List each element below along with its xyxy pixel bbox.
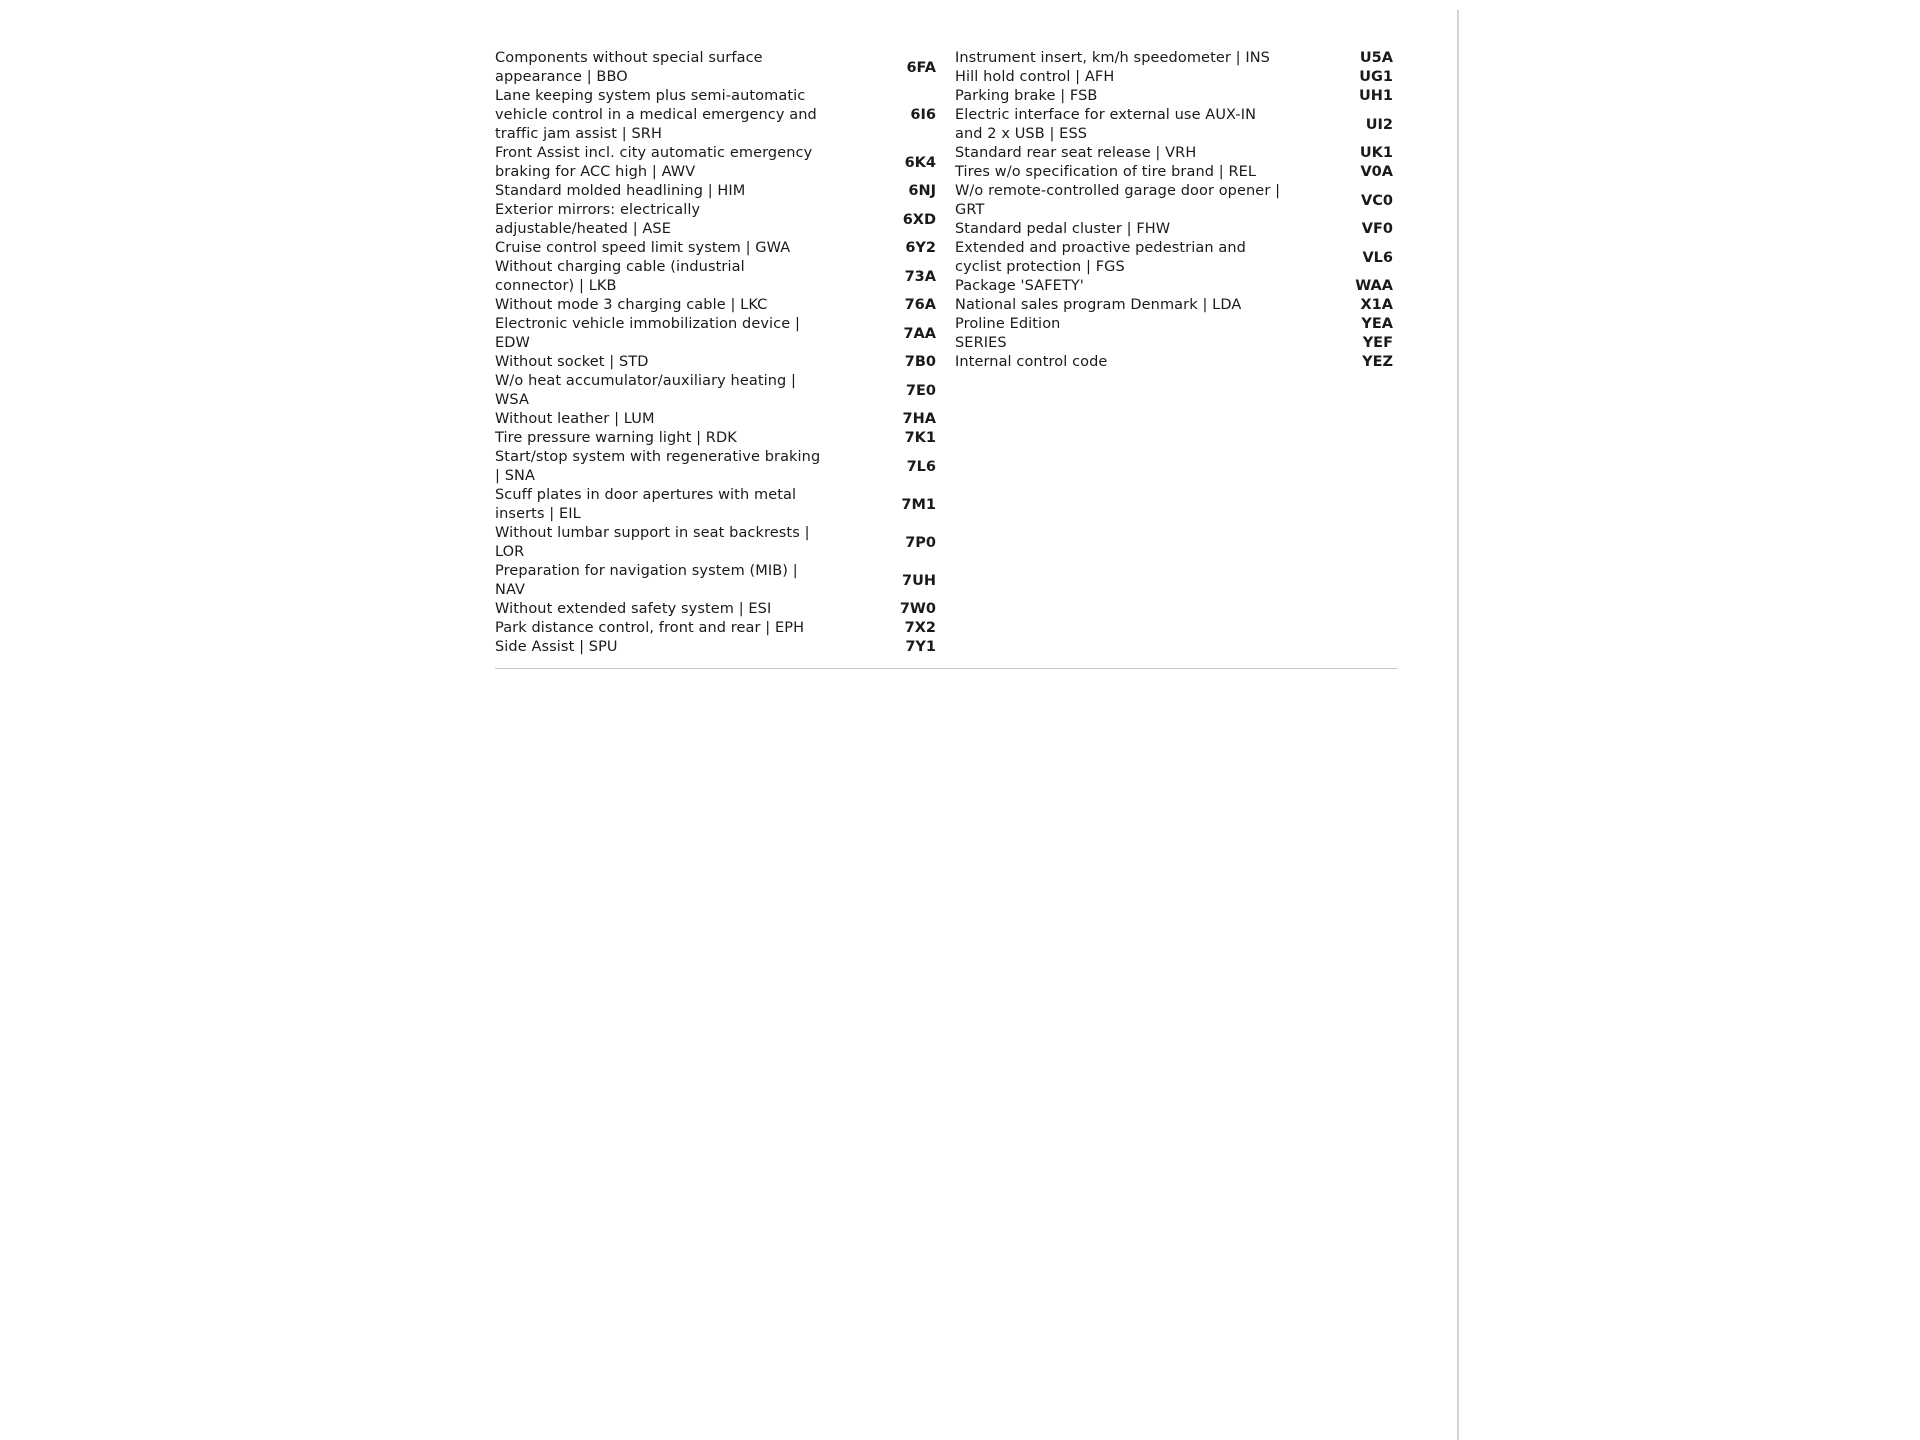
equipment-description: Without leather | LUM [495, 411, 655, 427]
equipment-code: U5A [1359, 50, 1393, 66]
equipment-description: Front Assist incl. city automatic emergency braking for ACC high | AWV [495, 145, 813, 180]
list-item [495, 562, 936, 600]
page-edge-line [1457, 10, 1459, 1440]
equipment-code: VL6 [1362, 249, 1393, 266]
list-item [495, 638, 936, 657]
equipment-code: 7X2 [904, 620, 936, 636]
list-item [955, 163, 1393, 182]
equipment-description: SERIES [955, 335, 1007, 351]
equipment-description: Start/stop system with regenerative braking | SNA [495, 449, 821, 484]
list-item [495, 239, 936, 258]
equipment-description: Without mode 3 charging cable | LKC [495, 297, 768, 313]
equipment-description: Park distance control, front and rear | EPH [495, 620, 805, 636]
equipment-description: Without lumbar support in seat backrests | LOR [495, 525, 810, 560]
list-item [955, 315, 1393, 334]
equipment-description: Tire pressure warning light | RDK [495, 430, 737, 446]
list-item [495, 372, 936, 410]
equipment-description: Electric interface for external use AUX-IN and 2 x USB | ESS [955, 107, 1257, 142]
equipment-code: 7AA [903, 325, 936, 342]
equipment-description: W/o heat accumulator/auxiliary heating | WSA [495, 373, 797, 408]
equipment-list-right [955, 49, 1393, 372]
list-item [495, 144, 936, 182]
list-item [495, 353, 936, 372]
list-item [495, 201, 936, 239]
list-item [955, 49, 1393, 68]
list-item [955, 87, 1393, 106]
equipment-code: 7B0 [904, 354, 936, 370]
list-item [955, 296, 1393, 315]
equipment-description: Cruise control speed limit system | GWA [495, 240, 791, 256]
equipment-code: VF0 [1361, 221, 1393, 237]
equipment-code: 7E0 [905, 382, 936, 399]
list-item [495, 448, 936, 486]
equipment-code: UK1 [1359, 145, 1393, 161]
equipment-description: Scuff plates in door apertures with metal inserts | EIL [495, 487, 797, 522]
equipment-code: 7M1 [901, 496, 936, 513]
equipment-code: YEF [1362, 335, 1393, 351]
list-item [495, 486, 936, 524]
equipment-code: 7K1 [904, 430, 936, 446]
equipment-description: Instrument insert, km/h speedometer | INS [955, 50, 1270, 66]
equipment-code: YEA [1361, 316, 1393, 332]
list-item [495, 619, 936, 638]
equipment-description: Package 'SAFETY' [955, 278, 1084, 294]
equipment-description: Without charging cable (industrial connector) | LKB [495, 259, 745, 294]
equipment-description: Side Assist | SPU [495, 639, 618, 655]
list-item [495, 410, 936, 429]
equipment-description: Extended and proactive pedestrian and cyclist protection | FGS [955, 240, 1246, 275]
equipment-description: Tires w/o specification of tire brand | REL [955, 164, 1257, 180]
equipment-code: 7P0 [905, 534, 936, 551]
list-item [495, 524, 936, 562]
list-item [955, 239, 1393, 277]
equipment-code: VC0 [1361, 192, 1393, 209]
equipment-description: W/o remote-controlled garage door opener | GRT [955, 183, 1281, 218]
equipment-code: 7UH [902, 572, 936, 589]
list-item [955, 353, 1393, 372]
list-item [955, 334, 1393, 353]
equipment-code: 76A [904, 297, 936, 313]
list-item [955, 144, 1393, 163]
equipment-description: Preparation for navigation system (MIB) | NAV [495, 563, 798, 598]
equipment-code: UH1 [1359, 88, 1393, 104]
equipment-code: 6I6 [910, 107, 936, 123]
equipment-code: UG1 [1359, 69, 1393, 85]
equipment-code: 6XD [902, 211, 936, 228]
equipment-code: 6Y2 [905, 240, 936, 256]
list-item [955, 68, 1393, 87]
equipment-code: 7Y1 [905, 639, 936, 655]
equipment-description: Hill hold control | AFH [955, 69, 1115, 85]
equipment-code: 6K4 [904, 154, 936, 171]
list-item [955, 220, 1393, 239]
list-item [955, 106, 1393, 144]
list-item [495, 87, 936, 144]
list-item [495, 600, 936, 619]
list-item [495, 315, 936, 353]
equipment-description: Without extended safety system | ESI [495, 601, 772, 617]
equipment-description: National sales program Denmark | LDA [955, 297, 1242, 313]
equipment-description: Standard pedal cluster | FHW [955, 221, 1171, 237]
equipment-description: Exterior mirrors: electrically adjustable/heated | ASE [495, 202, 701, 237]
equipment-description: Electronic vehicle immobilization device | EDW [495, 316, 800, 351]
list-item [955, 277, 1393, 296]
equipment-code: WAA [1355, 278, 1393, 294]
equipment-description: Without socket | STD [495, 354, 649, 370]
equipment-code: 7W0 [899, 601, 936, 617]
equipment-code: X1A [1360, 297, 1393, 313]
equipment-code: YEZ [1362, 354, 1393, 370]
list-item [495, 258, 936, 296]
equipment-code: 6FA [906, 59, 936, 76]
list-item [495, 49, 936, 87]
list-item [495, 429, 936, 448]
equipment-code: 7HA [902, 411, 936, 427]
equipment-code: UI2 [1365, 116, 1393, 133]
equipment-code: 7L6 [906, 458, 936, 475]
equipment-description: Lane keeping system plus semi-automatic vehicle control in a medical emergency and traffic jam assist | SRH [495, 88, 817, 142]
equipment-code: 6NJ [908, 183, 936, 199]
equipment-description: Proline Edition [955, 316, 1061, 332]
equipment-code: V0A [1360, 164, 1393, 180]
list-item [955, 182, 1393, 220]
list-item [495, 182, 936, 201]
equipment-description: Parking brake | FSB [955, 88, 1098, 104]
list-item [495, 296, 936, 315]
equipment-description: Standard rear seat release | VRH [955, 145, 1197, 161]
equipment-code: 73A [904, 268, 936, 285]
equipment-description: Internal control code [955, 354, 1108, 370]
equipment-description: Components without special surface appearance | BBO [495, 50, 763, 85]
section-divider [495, 668, 1398, 669]
equipment-list-left [495, 49, 936, 657]
equipment-description: Standard molded headlining | HIM [495, 183, 746, 199]
